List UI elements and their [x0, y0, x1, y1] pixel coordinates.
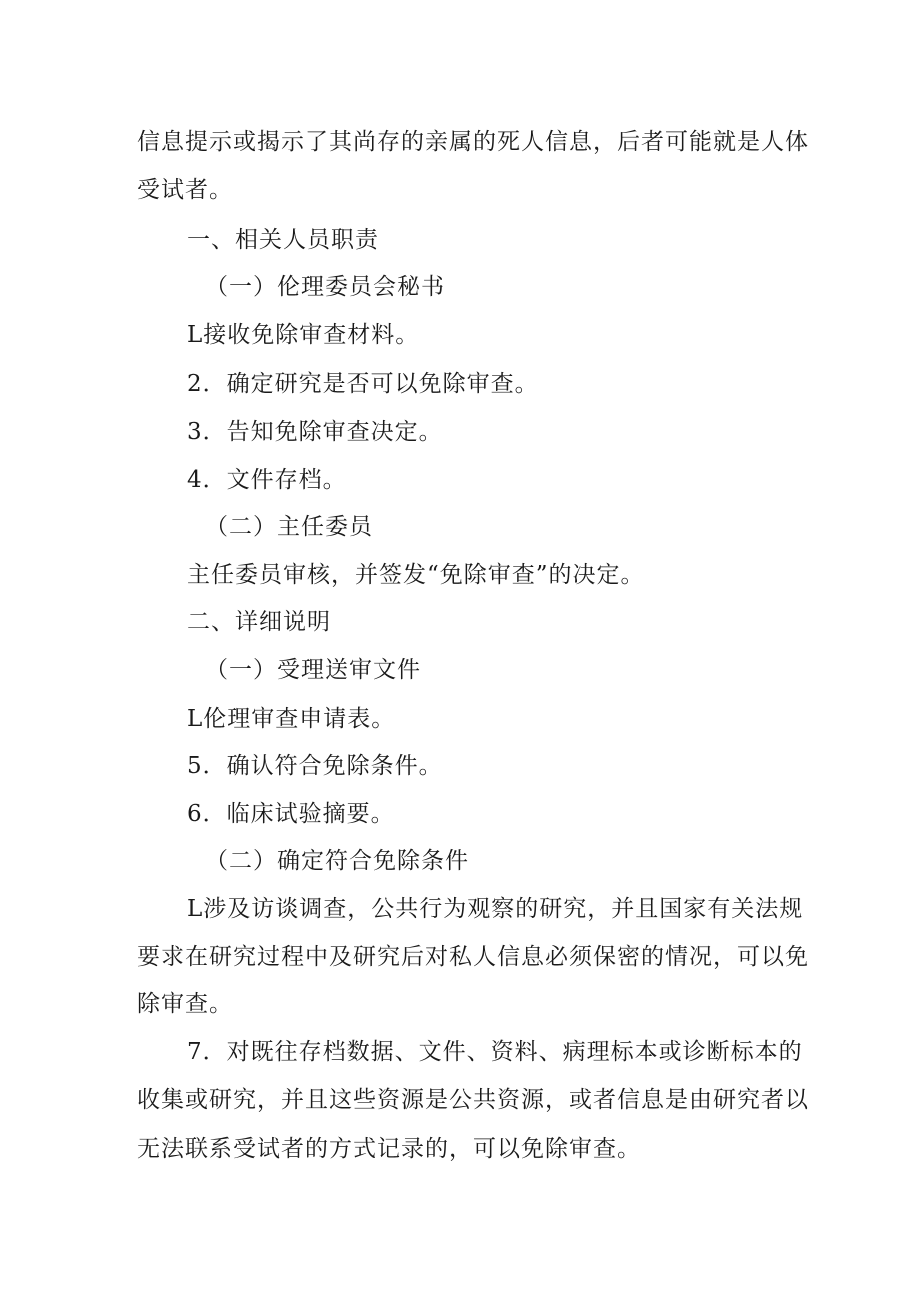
section-heading: 一、相关人员职责: [187, 227, 379, 253]
subsection-heading: （二）主任委员: [205, 514, 373, 540]
paragraph-line: 收集或研究，并且这些资源是公共资源，或者信息是由研究者以: [137, 1087, 809, 1113]
list-item: 3．告知免除审查决定。: [187, 419, 443, 445]
subsection-heading: （一）伦理委员会秘书: [205, 274, 445, 300]
paragraph-line: 无法联系受试者的方式记录的，可以免除审查。: [137, 1136, 641, 1162]
subsection-heading: （二）确定符合免除条件: [205, 848, 469, 874]
list-item: L接收免除审查材料。: [187, 322, 420, 348]
section-heading: 二、详细说明: [187, 609, 331, 635]
paragraph-line: 7．对既往存档数据、文件、资料、病理标本或诊断标本的: [187, 1039, 803, 1065]
list-item: L伦理审查申请表。: [187, 706, 396, 732]
paragraph-line: 要求在研究过程中及研究后对私人信息必须保密的情况，可以免: [137, 944, 809, 970]
subsection-heading: （一）受理送审文件: [205, 657, 421, 683]
paragraph-line: 受试者。: [137, 177, 233, 203]
paragraph-line: 主任委员审核，并签发“免除审查”的决定。: [187, 562, 645, 588]
list-item: 5．确认符合免除条件。: [187, 753, 443, 779]
list-item: 4．文件存档。: [187, 467, 347, 493]
paragraph-line: 除审查。: [137, 991, 233, 1017]
list-item: 6．临床试验摘要。: [187, 801, 395, 827]
paragraph-line: L涉及访谈调查，公共行为观察的研究，并且国家有关法规: [187, 896, 804, 922]
list-item: 2．确定研究是否可以免除审查。: [187, 371, 539, 397]
paragraph-line: 信息提示或揭示了其尚存的亲属的死人信息，后者可能就是人体: [137, 129, 809, 155]
